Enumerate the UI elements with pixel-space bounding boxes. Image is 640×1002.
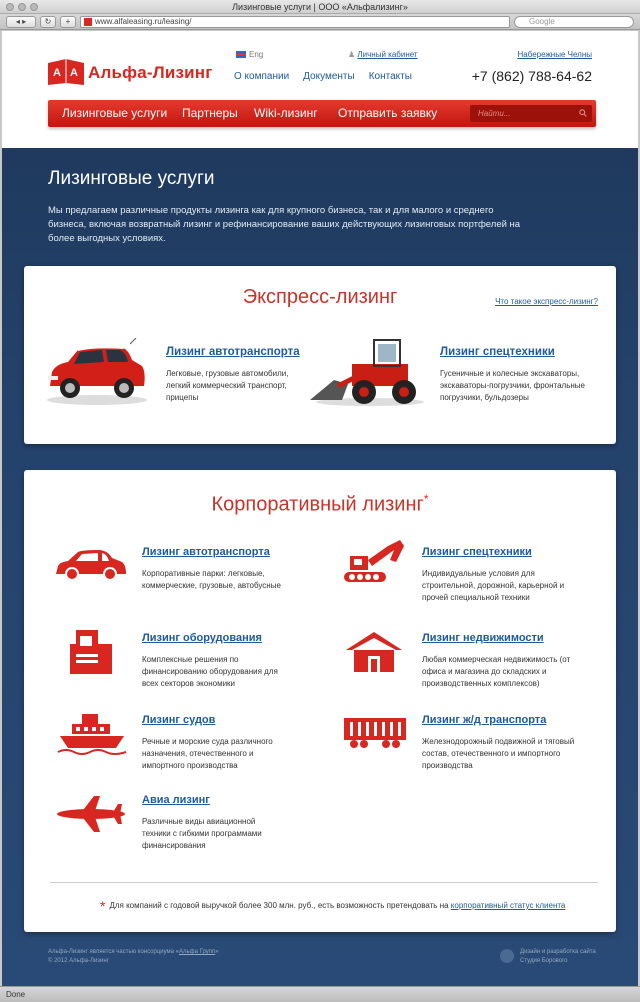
- search-icon[interactable]: [579, 109, 587, 117]
- footer-consortium-line: [48, 948, 219, 957]
- corp-auto-desc: Корпоративные парки: легковые, коммерческие, грузовые, автобусные: [142, 569, 281, 590]
- phone-number: +7 (862) 788-64-62: [471, 68, 592, 84]
- footer-consortium-end: »: [215, 949, 219, 955]
- browser-toolbar: [0, 14, 640, 30]
- railcar-icon: [342, 714, 408, 750]
- corp-equipment-title[interactable]: Лизинг оборудования: [142, 632, 262, 644]
- site-header: [2, 31, 638, 148]
- express-special-desc: Гусеничные и колесные экскаваторы, экскаваторы-погрузчики, фронтальные погрузчики, бульдозеры: [440, 369, 586, 402]
- ship-icon: [56, 710, 128, 756]
- corporate-status-link[interactable]: корпоративный статус клиента: [450, 901, 566, 910]
- browser-statusbar: [0, 986, 640, 1002]
- city-selector[interactable]: Набережные Челны: [517, 50, 592, 59]
- footnote-asterisk: *: [100, 898, 106, 914]
- corp-ships-desc: Речные и морские суда различного назначения, отечественного и импортного производства: [142, 737, 273, 770]
- corp-rail-desc: Железнодорожный подвижной и тяговый состав, отечественного и импортного производства: [422, 737, 575, 770]
- house-icon: [346, 630, 402, 674]
- divider: [50, 882, 598, 883]
- corporate-footnote: [100, 898, 565, 914]
- logo-book-icon[interactable]: [48, 57, 84, 87]
- footer-consortium-text: Альфа-Лизинг является частью консорциума «: [48, 949, 180, 955]
- studio-logo-icon[interactable]: [500, 949, 514, 963]
- express-auto-desc: Легковые, грузовые автомобили, легкий коммерческий транспорт, прицепы: [166, 369, 289, 402]
- main-navigation: [48, 100, 596, 127]
- new-tab-button[interactable]: +: [60, 16, 76, 28]
- footer-studio-line: Студия Борового: [520, 958, 568, 964]
- corp-equipment-desc: Комплексные решения по финансированию оборудования для всех секторов экономики: [142, 655, 278, 688]
- favicon-icon: [84, 18, 92, 26]
- corp-rail-title[interactable]: Лизинг ж/д транспорта: [422, 714, 547, 726]
- status-text: Done: [6, 990, 26, 999]
- topnav-about[interactable]: О компании: [234, 71, 290, 82]
- red-car-image[interactable]: [44, 338, 150, 408]
- footer-copyright: © 2012 Альфа-Лизинг: [48, 958, 109, 964]
- express-leasing-card: [24, 266, 616, 444]
- footer-left: [48, 948, 219, 966]
- nav-wiki-leasing[interactable]: Wiki-лизинг: [254, 106, 318, 120]
- footer-right[interactable]: [520, 948, 596, 966]
- nav-leasing-services[interactable]: Лизинговые услуги: [62, 106, 168, 120]
- window-title: Лизинговые услуги | ООО «Альфализинг»: [232, 2, 408, 12]
- intro-text: Мы предлагаем различные продукты лизинга как для крупного бизнеса, так и для малого и среднего бизнеса, включая возвратный лизинг и рефинансирование ваших действующих лизинговых портфелей на более выгодных условиях.: [48, 205, 521, 244]
- nav-send-request[interactable]: Отправить заявку: [338, 106, 438, 120]
- topnav-contacts[interactable]: Контакты: [368, 71, 412, 82]
- express-info-link[interactable]: Что такое экспресс-лизинг?: [495, 297, 598, 306]
- car-icon: [54, 548, 128, 582]
- footnote-text: Для компаний с годовой выручкой более 300 млн. руб., есть возможность претендовать на: [109, 901, 449, 910]
- nav-partners[interactable]: Партнеры: [182, 106, 238, 120]
- language-label: Eng: [249, 50, 264, 59]
- browser-search-placeholder: Google: [529, 17, 555, 26]
- page-title: Лизинговые услуги: [48, 168, 215, 189]
- site-search-placeholder: Найти...: [478, 109, 511, 118]
- loader-image[interactable]: [308, 334, 428, 408]
- corp-avia-title[interactable]: Авиа лизинг: [142, 794, 210, 806]
- express-auto-title[interactable]: Лизинг автотранспорта: [166, 346, 300, 358]
- uk-flag-icon: [236, 51, 246, 58]
- reload-button[interactable]: ↻: [40, 16, 56, 28]
- corp-realty-desc: Любая коммерческая недвижимость (от офиса и магазина до складских и производственных комплексов): [422, 655, 571, 688]
- logo-text[interactable]: Альфа-Лизинг: [88, 63, 213, 82]
- machine-icon: [66, 628, 116, 678]
- corp-special-desc: Индивидуальные условия для строительной, дорожной, карьерной и прочей специальной техники: [422, 569, 565, 602]
- corp-special-title[interactable]: Лизинг спецтехники: [422, 546, 532, 558]
- footer-design-line: Дизайн и разработка сайта: [520, 949, 596, 955]
- corp-avia-desc: Различные виды авиационной техники с гибкими программами финансирования: [142, 817, 262, 850]
- corporate-title: [24, 492, 616, 517]
- back-forward-buttons[interactable]: ◂ ▸: [6, 16, 36, 28]
- personal-cabinet-label: Личный кабинет: [357, 50, 418, 59]
- personal-cabinet-link[interactable]: [348, 50, 418, 59]
- address-bar[interactable]: [80, 16, 510, 28]
- web-page: [2, 31, 638, 986]
- zoom-window-button[interactable]: [30, 3, 38, 11]
- svg-text:A: A: [53, 67, 61, 79]
- airplane-icon: [54, 794, 128, 834]
- minimize-window-button[interactable]: [18, 3, 26, 11]
- corp-auto-title[interactable]: Лизинг автотранспорта: [142, 546, 270, 558]
- site-search-input[interactable]: [470, 105, 592, 122]
- topnav-documents[interactable]: Документы: [303, 71, 355, 82]
- express-title: Экспресс-лизинг: [242, 286, 398, 308]
- corporate-title-text: Корпоративный лизинг: [211, 493, 424, 516]
- content-area: [2, 148, 638, 986]
- window-titlebar: [0, 0, 640, 14]
- url-text: www.alfaleasing.ru/leasing/: [95, 17, 192, 26]
- svg-text:A: A: [70, 67, 78, 79]
- excavator-icon: [342, 538, 408, 586]
- top-navigation: [234, 71, 426, 82]
- corp-realty-title[interactable]: Лизинг недвижимости: [422, 632, 544, 644]
- language-switch[interactable]: [236, 50, 263, 59]
- user-icon: ♟: [348, 50, 356, 59]
- alfa-group-link[interactable]: Альфа Групп: [179, 949, 216, 955]
- express-special-title[interactable]: Лизинг спецтехники: [440, 346, 555, 358]
- corporate-asterisk: *: [423, 492, 429, 506]
- close-window-button[interactable]: [6, 3, 14, 11]
- corp-ships-title[interactable]: Лизинг судов: [142, 714, 216, 726]
- browser-search-input[interactable]: [514, 16, 634, 28]
- corporate-leasing-card: [24, 470, 616, 932]
